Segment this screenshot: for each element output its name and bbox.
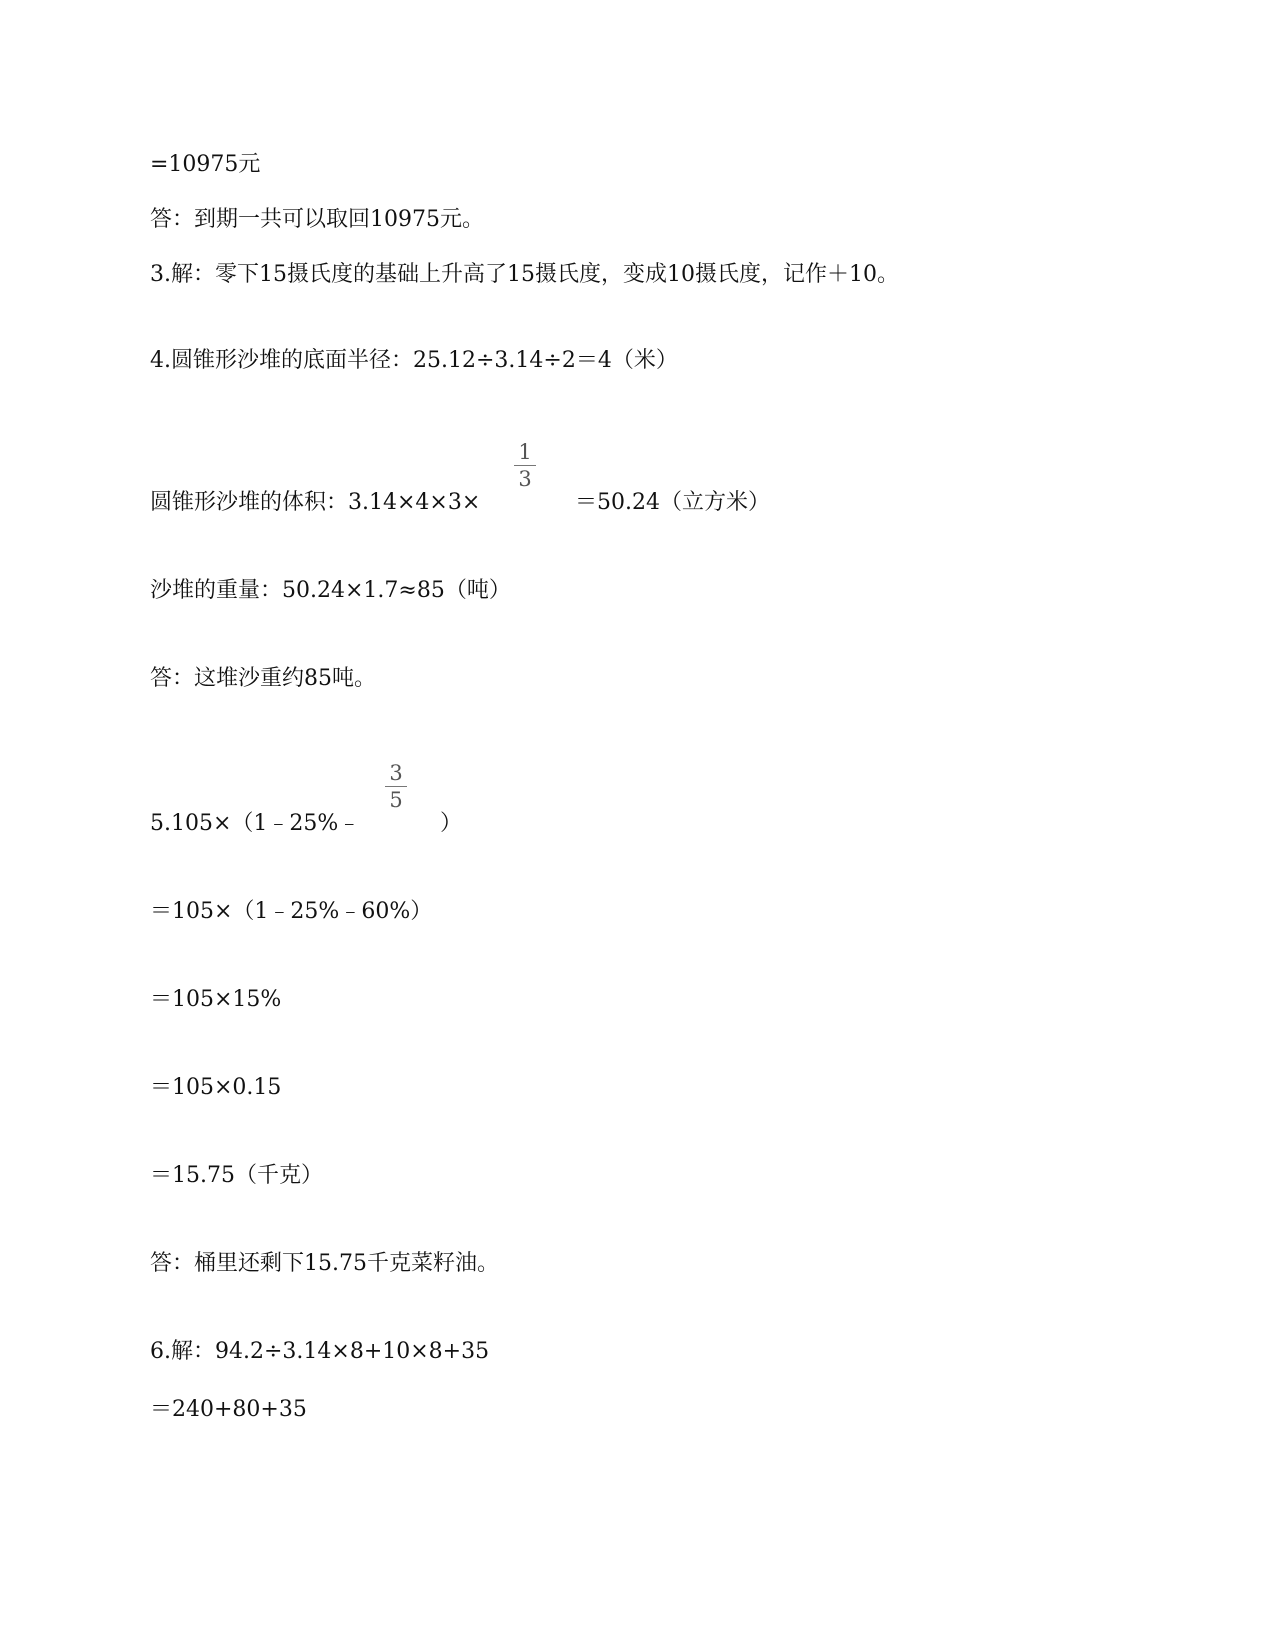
text-line: ＝105×（1﹣25%﹣60%） <box>150 899 433 924</box>
text-line: 答：这堆沙重约85吨。 <box>150 666 376 691</box>
text-line: 3.解：零下15摄氏度的基础上升高了15摄氏度，变成10摄氏度，记作＋10。 <box>150 262 899 287</box>
fraction-denominator: 3 <box>518 467 532 491</box>
text-line: 答：桶里还剩下15.75千克菜籽油。 <box>150 1251 499 1276</box>
text-line: 沙堆的重量：50.24×1.7≈85（吨） <box>150 578 511 603</box>
text-line: ＝50.24（立方米） <box>575 490 770 515</box>
text-line: ＝15.75（千克） <box>150 1163 323 1188</box>
text-line: ＝240+80+35 <box>150 1397 307 1422</box>
text-line: 4.圆锥形沙堆的底面半径：25.12÷3.14÷2＝4（米） <box>150 348 678 373</box>
text-line: 6.解：94.2÷3.14×8+10×8+35 <box>150 1339 490 1364</box>
fraction-three-fifths <box>381 761 411 812</box>
fraction-numerator: 1 <box>518 440 532 464</box>
text-line: ＝105×15% <box>150 987 282 1012</box>
fraction-one-third <box>510 440 540 491</box>
text-line: ） <box>440 811 463 836</box>
text-line: 5.105×（1﹣25%﹣ <box>150 811 361 836</box>
text-line: 答：到期一共可以取回10975元。 <box>150 207 484 232</box>
fraction-numerator: 3 <box>389 761 403 785</box>
fraction-denominator: 5 <box>389 788 403 812</box>
fraction-bar <box>514 465 536 466</box>
text-line: 圆锥形沙堆的体积：3.14×4×3× <box>150 490 481 515</box>
text-line: =10975元 <box>150 152 261 177</box>
text-line: ＝105×0.15 <box>150 1075 282 1100</box>
fraction-bar <box>385 786 407 787</box>
